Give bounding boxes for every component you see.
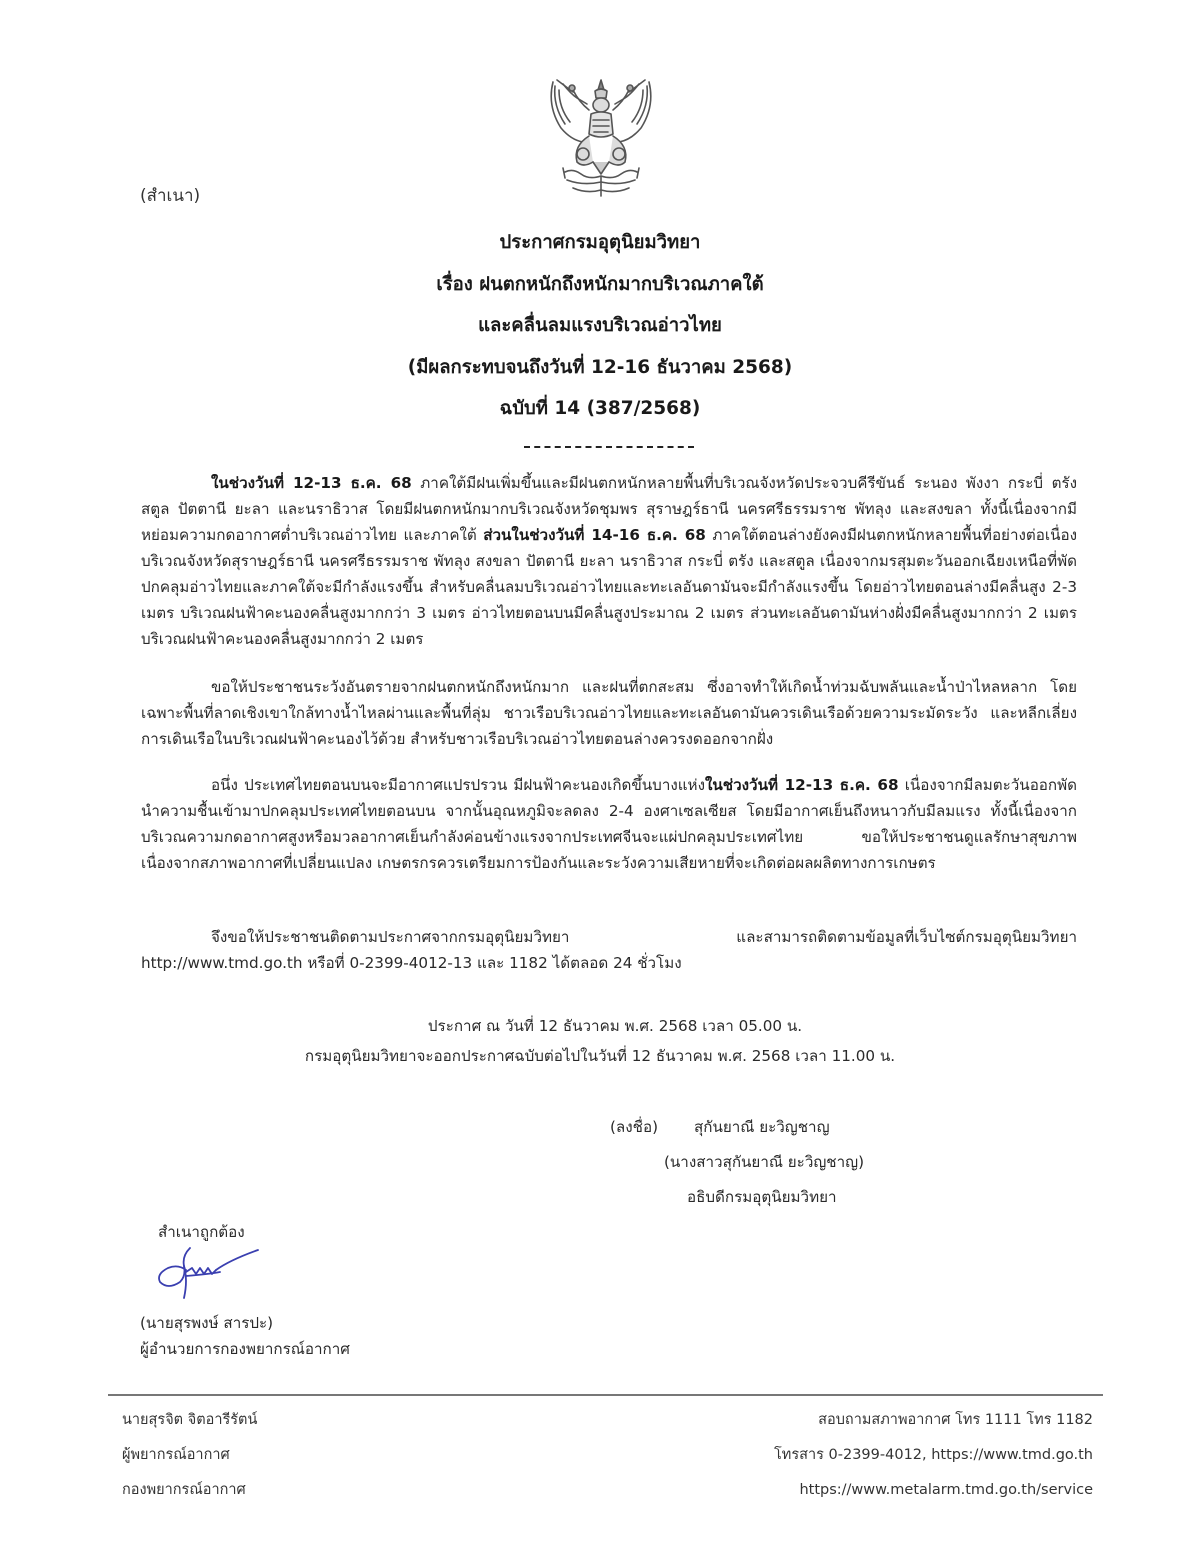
signatory-title: อธิบดีกรมอุตุนิยมวิทยา: [687, 1188, 837, 1206]
forecaster-division: กองพยากรณ์อากาศ: [122, 1482, 246, 1498]
effective-period: (มีผลกระทบจนถึงวันที่ 12-16 ธันวาคม 2568): [407, 356, 793, 378]
subject-line-1: เรื่อง ฝนตกหนักถึงหนักมากบริเวณภาคใต้: [436, 273, 764, 295]
signed-label: (ลงชื่อ): [610, 1118, 659, 1136]
footer-forecaster: [122, 1403, 257, 1508]
paragraph-text: จึงขอให้ประชาชนติดตามประกาศจากกรมอุตุนิยมวิทยา และสามารถติดตามข้อมูลที่เว็บไซต์กรมอุตุนิยมวิทยา http://www.tmd.go.th หรือที่ 0-2399-4012-13 และ 1182 ได้ตลอด 24 ชั่วโมง: [141, 928, 1077, 972]
forecaster-name: นายสุรจิต จิตอารีรัตน์: [122, 1412, 258, 1428]
paragraph-text: อนึ่ง ประเทศไทยตอนบนจะมีอากาศแปรปรวน มีฝนฟ้าคะนองเกิดขึ้นบางแห่ง: [211, 776, 705, 794]
signatory-signed-line: [610, 1115, 830, 1139]
paragraph-text: เนื่องจากมีลมตะวันออกพัดนำความชื้นเข้ามาปกคลุมประเทศไทยตอนบน จากนั้นอุณหภูมิจะลดลง 2-4 องศาเซลเซียส โดยมีอากาศเย็นถึงหนาวกับมีลมแรง ทั้งนี้เนื่องจากบริเวณความกดอากาศสูงหรือมวลอากาศเย็นกำลังค่อนข้างแรงจากประเทศจีนจะแผ่ปกคลุมประเทศไทย ขอให้ประชาชนดูแลรักษาสุขภาพเนื่องจากสภาพอากาศที่เปลี่ยนแปลง เกษตรกรควรเตรียมการป้องกันและระวังความเสียหายที่จะเกิดต่อผลผลิตทางการเกษตร: [141, 776, 1078, 872]
forecaster-role: ผู้พยากรณ์อากาศ: [122, 1447, 230, 1463]
period-12-13-bold: ในช่วงวันที่ 12-13 ธ.ค. 68: [705, 776, 899, 794]
title-separator: [524, 446, 694, 448]
paragraph-warning: [141, 674, 1077, 752]
period-14-16-bold: ส่วนในช่วงวันที่ 14-16 ธ.ค. 68: [483, 526, 706, 544]
next-issue-datetime: กรมอุตุนิยมวิทยาจะออกประกาศฉบับต่อไปในวันที่ 12 ธันวาคม พ.ศ. 2568 เวลา 11.00 น.: [304, 1047, 896, 1065]
agency-title: ประกาศกรมอุตุนิยมวิทยา: [499, 232, 701, 253]
signatory-signature-name: สุกันยาณี ยะวิญชาญ: [694, 1118, 830, 1136]
metalarm-service-link[interactable]: https://www.metalarm.tmd.go.th/service: [799, 1482, 1093, 1498]
footer-divider: [108, 1394, 1103, 1396]
fax-and-website-link[interactable]: โทรสาร 0-2399-4012, https://www.tmd.go.th: [774, 1447, 1093, 1463]
title-block: [0, 222, 1200, 430]
paragraph-text: ภาคใต้ตอนล่างยังคงมีฝนตกหนักหลายพื้นที่อย่างต่อเนื่อง บริเวณจังหวัดสุราษฎร์ธานี นครศรีธรรมราช พัทลุง สงขลา ปัตตานี ยะลา นราธิวาส กระบี่ ตรัง และสตูล เนื่องจากมรสุมตะวันออกเฉียงเหนือที่พัดปกคลุมอ่าวไทยและภาคใต้จะมีกำลังแรงขึ้น สำหรับคลื่นลมบริเวณอ่าวไทยและทะเลอันดามันจะมีกำลังแรงขึ้น โดยอ่าวไทยตอนล่างมีคลื่นสูง 2-3 เมตร บริเวณฝนฟ้าคะนองคลื่นสูงมากกว่า 3 เมตร อ่าวไทยตอนบนมีคลื่นสูงประมาณ 2 เมตร ส่วนทะเลอันดามันห่างฝั่งมีคลื่นสูงมากกว่า 2 เมตร บริเวณฝนฟ้าคะนองคลื่นสูงมากกว่า 2 เมตร: [141, 526, 1077, 648]
subject-line-2: และคลื่นลมแรงบริเวณอ่าวไทย: [478, 315, 722, 336]
hotline-info: สอบถามสภาพอากาศ โทร 1111 โทร 1182: [818, 1412, 1093, 1428]
handwritten-signature-icon: [150, 1246, 265, 1306]
paragraph-contact: [141, 924, 1077, 976]
certifier-position: ผู้อำนวยการกองพยากรณ์อากาศ: [140, 1340, 350, 1358]
certifier-name: (นายสุรพงษ์ สารปะ): [140, 1314, 274, 1332]
footer-contact: [774, 1403, 1093, 1508]
garuda-emblem-icon: [543, 76, 659, 200]
paragraph-text: ภาคใต้มีฝนเพิ่มขึ้นและมีฝนตกหนักหลายพื้นที่บริเวณจังหวัดประจวบคีรีขันธ์ ระนอง พังงา กระบี่ ตรัง สตูล ปัตตานี ยะลา และนราธิวาส โดยมีฝนตกหนักมากบริเวณจังหวัดชุมพร สุราษฎร์ธานี นครศรีธรรมราช พัทลุง และสงขลา ทั้งนี้เนื่องจากมีหย่อมความกดอากาศต่ำบริเวณอ่าวไทย และภาคใต้: [141, 474, 1077, 544]
signatory-full-name: (นางสาวสุกันยาณี ยะวิญชาญ): [664, 1153, 864, 1171]
copy-mark: (สำเนา): [140, 186, 201, 206]
paragraph-text: ขอให้ประชาชนระวังอันตรายจากฝนตกหนักถึงหนักมาก และฝนที่ตกสะสม ซึ่งอาจทำให้เกิดน้ำท่วมฉับพลันและน้ำป่าไหลหลาก โดยเฉพาะพื้นที่ลาดเชิงเขาใกล้ทางน้ำไหลผ่านและพื้นที่ลุ่ม ชาวเรือบริเวณอ่าวไทยและทะเลอันดามันควรเดินเรือด้วยความระมัดระวัง และหลีกเลี่ยงการเดินเรือในบริเวณฝนฟ้าคะนองไว้ด้วย สำหรับชาวเรือบริเวณอ่าวไทยตอนล่างควรงดออกจากฝั่ง: [141, 678, 1077, 748]
certified-copy-label: สำเนาถูกต้อง: [158, 1223, 245, 1241]
paragraph-forecast-south: [141, 470, 1077, 652]
issued-datetime: ประกาศ ณ วันที่ 12 ธันวาคม พ.ศ. 2568 เวลา 05.00 น.: [427, 1017, 803, 1035]
issue-number: ฉบับที่ 14 (387/2568): [499, 398, 701, 419]
paragraph-upper-thailand: [141, 772, 1077, 876]
period-12-13-bold: ในช่วงวันที่ 12-13 ธ.ค. 68: [211, 474, 412, 492]
